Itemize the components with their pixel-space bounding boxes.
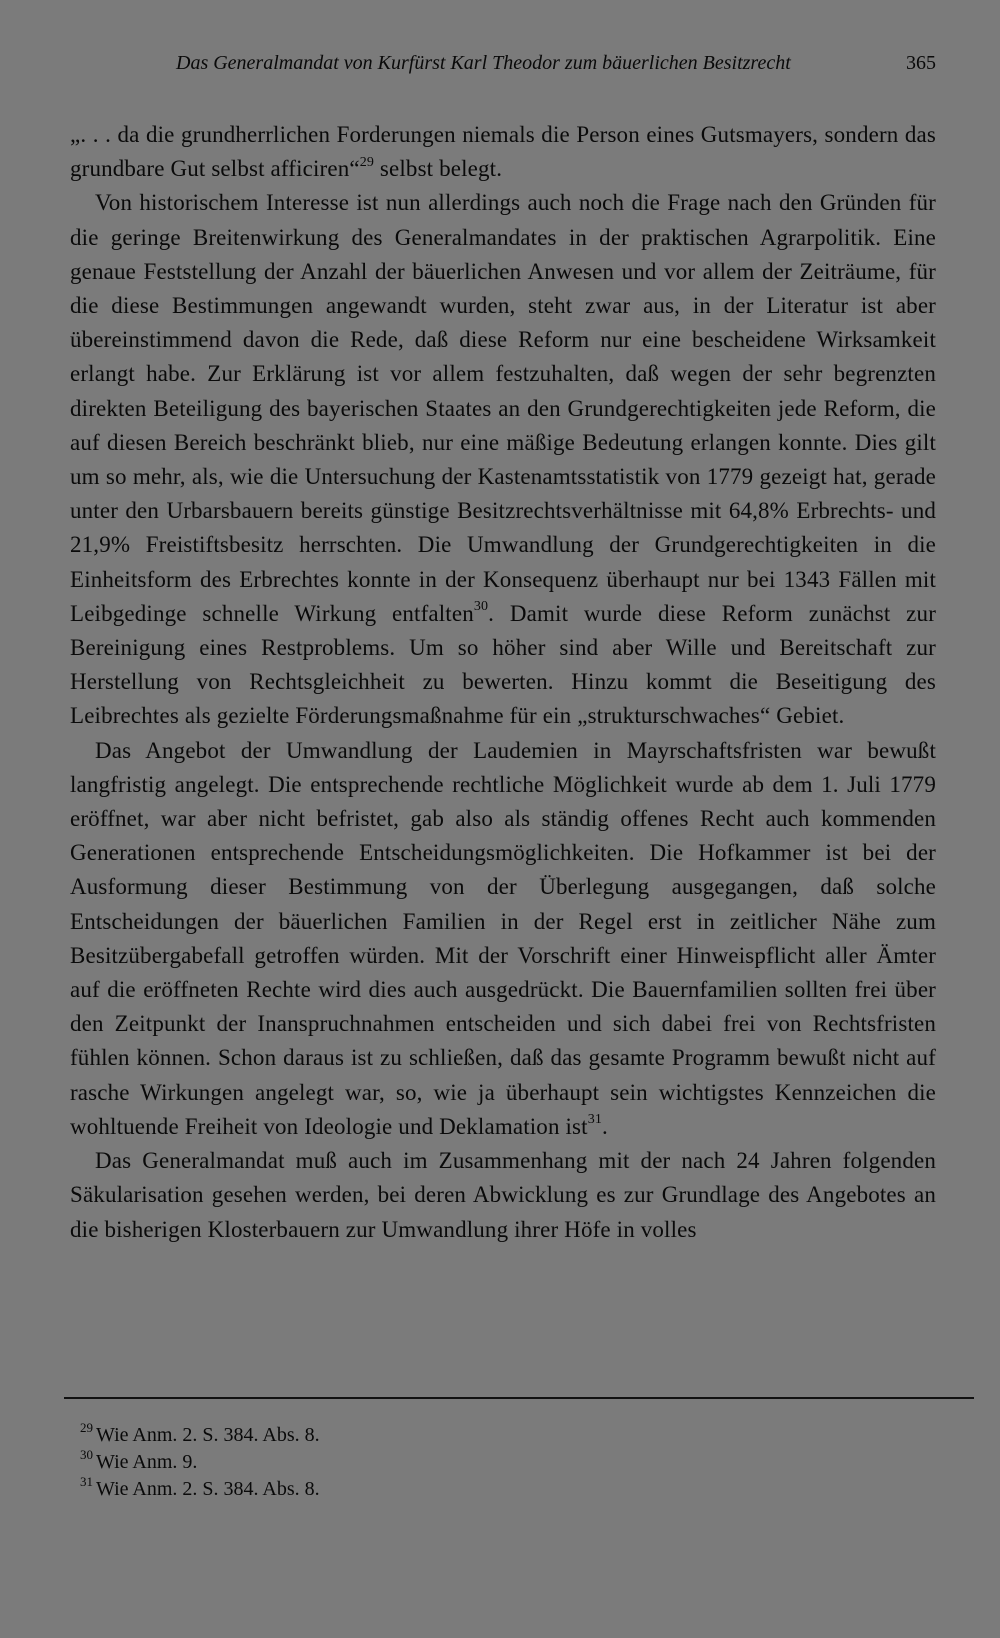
running-header	[0, 52, 1000, 82]
footnote-31	[80, 1476, 580, 1503]
footnote-text: Wie Anm. 2. S. 384. Abs. 8.	[96, 1478, 320, 1500]
footnote-30	[80, 1449, 580, 1476]
footnote-number: 29	[80, 1420, 93, 1436]
paragraph-2-text: Von historischem Interesse ist nun allerdings auch noch die Frage nach den Gründen für die geringe Breitenwirkung des Generalmandates in der praktischen Agrarpolitik. Eine genaue Feststellung der Anzahl der bäuerlichen Anwesen und vor allem der Zeiträume, für die diese Bestimmungen angewandt wurden, steht zwar aus, in der Literatur ist aber übereinstimmend davon die Rede, daß diese Reform nur eine bescheidene Wirksamkeit erlangt habe. Zur Erklärung ist vor allem festzuhalten, daß wegen der sehr begrenzten direkten Beteiligung des bayerischen Staates an den Grundgerechtigkeiten jede Reform, die auf diesen Bereich beschränkt blieb, nur eine mäßige Bedeutung erlangen konnte. Dies gilt um so mehr, als, wie die Untersuchung der Kastenamtsstatistik von 1779 gezeigt hat, gerade unter den Urbarsbauern bereits günstige Besitzrechtsverhältnisse mit 64,8% Erbrechts- und 21,9% Freistiftsbesitz herrschten. Die Umwandlung der Grundgerechtigkeiten in die Einheitsform des Erbrechtes konnte in der Konsequenz überhaupt nur bei 1343 Fällen mit Leibgedinge schnelle Wirkung entfalten	[70, 190, 936, 626]
running-title: Das Generalmandat von Kurfürst Karl Theodor zum bäuerlichen Besitzrecht	[176, 52, 791, 74]
paragraph-1	[70, 118, 936, 186]
footnote-ref-30: 30	[473, 599, 489, 615]
paragraph-3-tail: .	[602, 1113, 608, 1139]
paragraph-3-text: Das Angebot der Umwandlung der Laudemien in Mayrschaftsfristen war bewußt langfristig angelegt. Die entsprechende rechtliche Möglichkeit wurde ab dem 1. Juli 1779 eröffnet, war aber nicht befristet, gab also als ständig offenes Recht auch kommenden Generationen entsprechende Entscheidungsmöglichkeiten. Die Hofkammer ist bei der Ausformung dieser Bestimmung von der Überlegung ausgegangen, daß solche Entscheidungen der bäuerlichen Familien in der Regel erst in zeitlicher Nähe zum Besitzübergabefall getroffen würden. Mit der Vorschrift einer Hinweispflicht aller Ämter auf die eröffneten Rechte wird dies auch ausgedrückt. Die Bauernfamilien sollten frei über den Zeitpunkt der Inanspruchnahmen entscheiden und sich dabei frei von Rechtsfristen fühlen können. Schon daraus ist zu schließen, daß das gesamte Programm bewußt nicht auf rasche Wirkungen angelegt war, so, wie ja überhaupt sein wichtigstes Kennzeichen die wohltuende Freiheit von Ideologie und Deklamation ist	[70, 737, 936, 1139]
footnote-ref-31: 31	[587, 1112, 602, 1128]
footnote-text: Wie Anm. 2. S. 384. Abs. 8.	[96, 1424, 320, 1446]
footnote-number: 31	[80, 1474, 93, 1490]
footnote-29	[80, 1422, 580, 1449]
paragraph-2	[70, 186, 936, 733]
paragraph-1-text: „. . . da die grundherrlichen Forderungen niemals die Person eines Gutsmayers, sondern das grundbare Gut selbst afficiren“	[70, 122, 936, 182]
footnote-number: 30	[80, 1447, 93, 1463]
paragraph-4: Das Generalmandat muß auch im Zusammenhang mit der nach 24 Jahren folgenden Säkularisation gesehen werden, bei deren Abwicklung es zur Grundlage des Angebotes an die bisherigen Klosterbauern zur Umwandlung ihrer Höfe in volles	[70, 1148, 936, 1242]
page-number: 365	[906, 52, 936, 74]
footnote-ref-29: 29	[359, 154, 375, 170]
footnote-divider	[64, 1397, 974, 1399]
paragraph-1-tail: selbst belegt.	[374, 156, 503, 182]
body-text	[70, 118, 936, 1247]
footnotes	[80, 1422, 580, 1503]
paragraph-2-tail: . Damit wurde diese Reform zunächst zur Bereinigung eines Restproblems. Um so höher sind aber Wille und Bereitschaft zur Herstellung von Rechtsgleichheit zu bewerten. Hinzu kommt die Beseitigung des Leibrechtes als gezielte Förderungsmaßnahme für ein „strukturschwaches“ Gebiet.	[70, 600, 937, 729]
footnote-text: Wie Anm. 9.	[96, 1451, 198, 1473]
paragraph-3	[70, 734, 936, 1144]
